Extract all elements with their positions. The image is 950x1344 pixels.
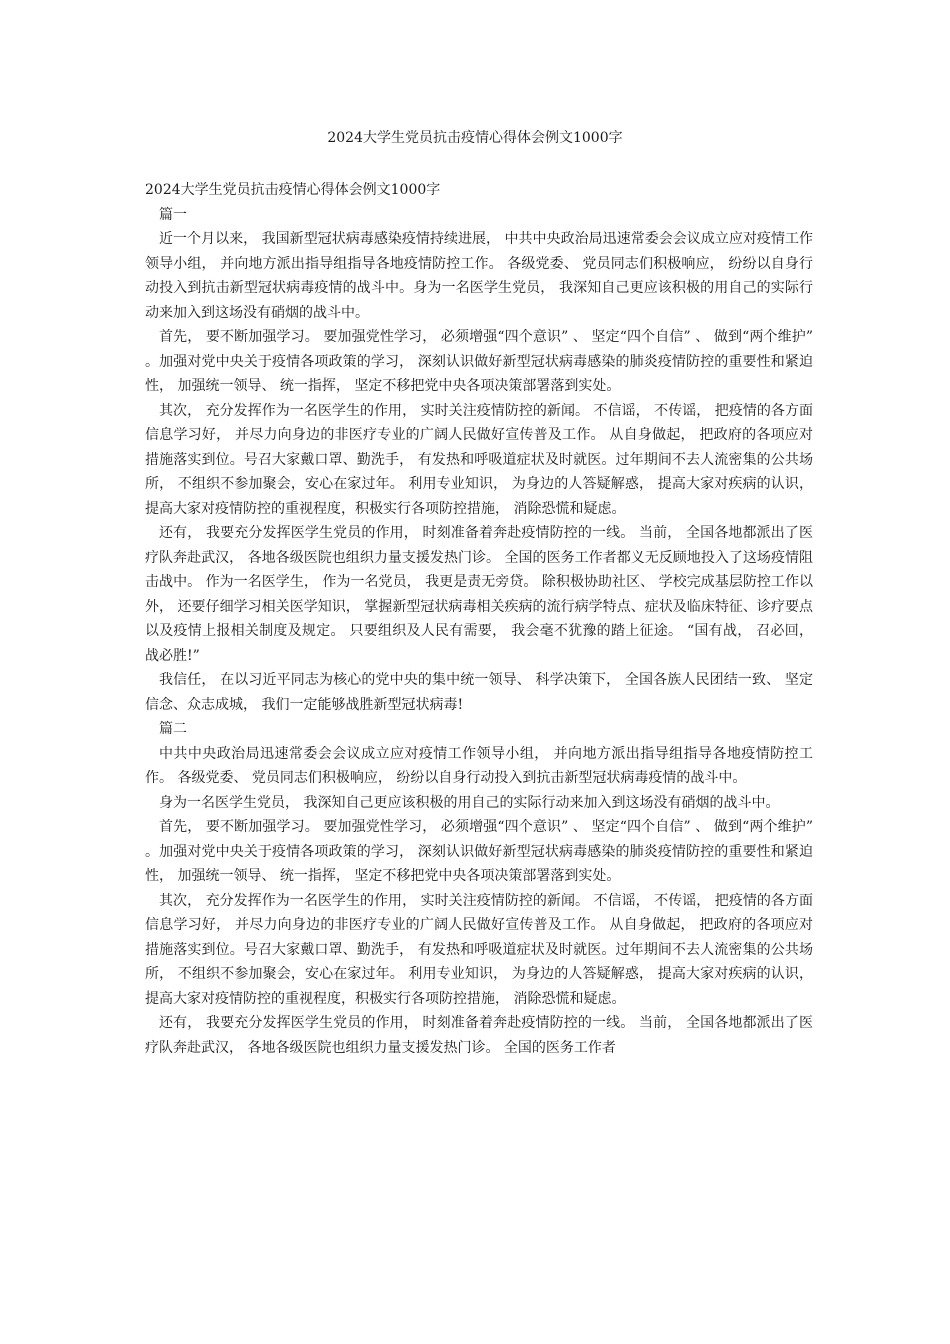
section-heading-1: 篇一 (159, 206, 187, 223)
paragraph: 还有， 我要充分发挥医学生党员的作用， 时刻准备着奔赴疫情防控的一线。 当前， 全国各地都派出了医疗队奔赴武汉， 各地各级医院也组织力量支援发热门诊。 全国的医务工作者都义无反顾地投入了这场疫情阻击战中。 作为一名医学生， 作为一名党员， 我更是责无旁贷。 除积极协助社区、 学校完成基层防控工作以外， 还要仔细学习相关医学知识， 掌握新型冠状病毒相关疾病的流行病学特点、症状及临床特征、诊疗要点以及疫情上报相关制度及规定。 只要组织及人民有需要， 我会毫不犹豫的踏上征途。 “国有战， 召必回， 战必胜!” (145, 525, 813, 664)
section-heading-2: 篇二 (159, 721, 187, 737)
paragraph: 首先， 要不断加强学习。 要加强党性学习， 必须增强“四个意识” 、 坚定“四个自信” 、 做到“两个维护” 。加强对党中央关于疫情各项政策的学习， 深刻认识做好新型冠状病毒感染的肺炎疫情防控的重要性和紧迫性， 加强统一领导、 统一指挥， 坚定不移把党中央各项决策部署落到实处。 (145, 329, 813, 394)
paragraph: 其次， 充分发挥作为一名医学生的作用， 实时关注疫情防控的新闻。 不信谣， 不传谣， 把疫情的各方面信息学习好， 并尽力向身边的非医疗专业的广阔人民做好宣传普及工作。 从自身做起， 把政府的各项应对措施落实到位。号召大家戴口罩、勤洗手， 有发热和呼吸道症状及时就医。过年期间不去人流密集的公共场所， 不组织不参加聚会，安心在家过年。 利用专业知识， 为身边的人答疑解惑， 提高大家对疾病的认识， 提高大家对疫情防控的重视程度，积极实行各项防控措施， 消除恐慌和疑虑。 (145, 402, 813, 517)
paragraph: 首先， 要不断加强学习。 要加强党性学习， 必须增强“四个意识” 、 坚定“四个自信” 、 做到“两个维护” 。加强对党中央关于疫情各项政策的学习， 深刻认识做好新型冠状病毒感染的肺炎疫情防控的重要性和紧迫性， 加强统一领导、 统一指挥， 坚定不移把党中央各项决策部署落到实处。 (145, 819, 813, 884)
document-body (145, 178, 813, 1060)
paragraph: 我信任， 在以习近平同志为核心的党中央的集中统一领导、 科学决策下， 全国各族人民团结一致、 坚定信念、众志成城， 我们一定能够战胜新型冠状病毒! (145, 672, 813, 713)
paragraph: 其次， 充分发挥作为一名医学生的作用， 实时关注疫情防控的新闻。 不信谣， 不传谣， 把疫情的各方面信息学习好， 并尽力向身边的非医疗专业的广阔人民做好宣传普及工作。 从自身做起， 把政府的各项应对措施落实到位。号召大家戴口罩、勤洗手， 有发热和呼吸道症状及时就医。过年期间不去人流密集的公共场所， 不组织不参加聚会，安心在家过年。 利用专业知识， 为身边的人答疑解惑， 提高大家对疾病的认识， 提高大家对疫情防控的重视程度，积极实行各项防控措施， 消除恐慌和疑虑。 (145, 892, 813, 1007)
paragraph: 身为一名医学生党员， 我深知自己更应该积极的用自己的实际行动来加入到这场没有硝烟的战斗中。 (159, 794, 780, 811)
paragraph: 中共中央政治局迅速常委会会议成立应对疫情工作领导小组， 并向地方派出指导组指导各地疫情防控工作。 各级党委、 党员同志们积极响应， 纷纷以自身行动投入到抗击新型冠状病毒疫情的战斗中。 (145, 745, 813, 786)
document-title: 2024大学生党员抗击疫情心得体会例文1000字 (327, 130, 623, 146)
paragraph: 还有， 我要充分发挥医学生党员的作用， 时刻准备着奔赴疫情防控的一线。 当前， 全国各地都派出了医疗队奔赴武汉， 各地各级医院也组织力量支援发热门诊。 全国的医务工作者 (145, 1015, 813, 1056)
document-subtitle: 2024大学生党员抗击疫情心得体会例文1000字 (145, 182, 441, 198)
paragraph: 近一个月以来， 我国新型冠状病毒感染疫情持续进展， 中共中央政治局迅速常委会会议成立应对疫情工作领导小组， 并向地方派出指导组指导各地疫情防控工作。 各级党委、 党员同志们积极响应， 纷纷以自身行动投入到抗击新型冠状病毒疫情的战斗中。身为一名医学生党员， 我深知自己更应该积极的用自己的实际行动来加入到这场没有硝烟的战斗中。 (145, 231, 813, 321)
